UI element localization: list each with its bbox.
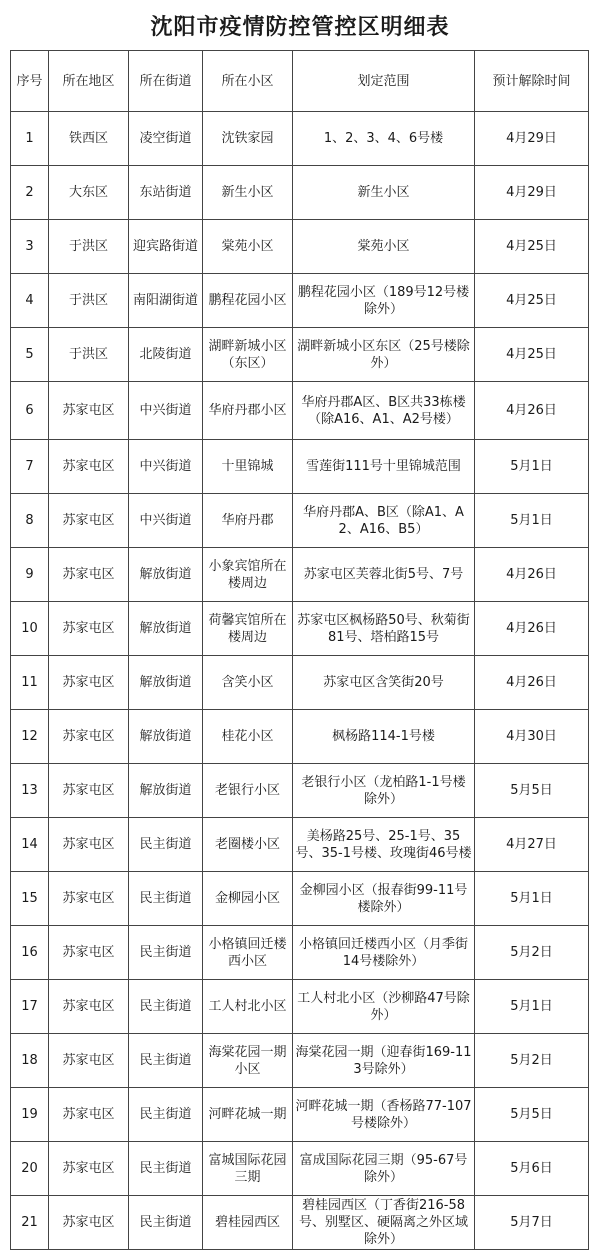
cell-index: 19 (11, 1088, 49, 1142)
cell-release-time: 5月1日 (475, 872, 589, 926)
cell-community: 工人村北小区 (203, 980, 293, 1034)
cell-release-time: 5月7日 (475, 1196, 589, 1250)
cell-index: 15 (11, 872, 49, 926)
cell-scope: 华府丹郡A区、B区共33栋楼（除A16、A1、A2号楼） (293, 382, 475, 440)
cell-street: 解放街道 (129, 656, 203, 710)
cell-street: 中兴街道 (129, 440, 203, 494)
cell-index: 4 (11, 274, 49, 328)
cell-release-time: 5月1日 (475, 494, 589, 548)
cell-community: 沈铁家园 (203, 112, 293, 166)
cell-index: 6 (11, 382, 49, 440)
cell-index: 20 (11, 1142, 49, 1196)
cell-scope: 苏家屯区芙蓉北街5号、7号 (293, 548, 475, 602)
header-street: 所在街道 (129, 51, 203, 112)
cell-index: 1 (11, 112, 49, 166)
cell-scope: 棠苑小区 (293, 220, 475, 274)
cell-district: 苏家屯区 (49, 656, 129, 710)
table-row (11, 764, 589, 818)
cell-district: 苏家屯区 (49, 548, 129, 602)
cell-index: 16 (11, 926, 49, 980)
cell-scope: 美杨路25号、25-1号、35号、35-1号楼、玫瑰街46号楼 (293, 818, 475, 872)
cell-district: 苏家屯区 (49, 1088, 129, 1142)
cell-street: 解放街道 (129, 548, 203, 602)
cell-street: 民主街道 (129, 1196, 203, 1250)
table-row (11, 328, 589, 382)
cell-street: 民主街道 (129, 980, 203, 1034)
cell-scope: 枫杨路114-1号楼 (293, 710, 475, 764)
cell-district: 苏家屯区 (49, 1142, 129, 1196)
cell-street: 中兴街道 (129, 382, 203, 440)
cell-index: 11 (11, 656, 49, 710)
cell-scope: 苏家屯区含笑街20号 (293, 656, 475, 710)
cell-street: 解放街道 (129, 602, 203, 656)
cell-release-time: 5月1日 (475, 980, 589, 1034)
cell-release-time: 5月5日 (475, 764, 589, 818)
page-title: 沈阳市疫情防控管控区明细表 (150, 14, 450, 40)
cell-street: 南阳湖街道 (129, 274, 203, 328)
cell-district: 苏家屯区 (49, 710, 129, 764)
cell-district: 苏家屯区 (49, 818, 129, 872)
cell-scope: 工人村北小区（沙柳路47号除外） (293, 980, 475, 1034)
cell-street: 东站街道 (129, 166, 203, 220)
cell-street: 解放街道 (129, 710, 203, 764)
control-area-table (10, 50, 589, 1250)
header-scope: 划定范围 (293, 51, 475, 112)
cell-district: 苏家屯区 (49, 872, 129, 926)
cell-community: 湖畔新城小区（东区） (203, 328, 293, 382)
header-index: 序号 (11, 51, 49, 112)
cell-scope: 雪莲街111号十里锦城范围 (293, 440, 475, 494)
cell-release-time: 4月26日 (475, 602, 589, 656)
cell-scope: 金柳园小区（报春街99-11号楼除外） (293, 872, 475, 926)
table-row (11, 710, 589, 764)
cell-community: 十里锦城 (203, 440, 293, 494)
cell-community: 华府丹郡小区 (203, 382, 293, 440)
cell-release-time: 4月26日 (475, 382, 589, 440)
cell-district: 于洪区 (49, 220, 129, 274)
header-community: 所在小区 (203, 51, 293, 112)
cell-street: 凌空街道 (129, 112, 203, 166)
cell-street: 民主街道 (129, 1088, 203, 1142)
cell-index: 17 (11, 980, 49, 1034)
cell-district: 于洪区 (49, 274, 129, 328)
cell-community: 富城国际花园三期 (203, 1142, 293, 1196)
cell-index: 18 (11, 1034, 49, 1088)
cell-street: 中兴街道 (129, 494, 203, 548)
table-row (11, 980, 589, 1034)
cell-district: 苏家屯区 (49, 602, 129, 656)
cell-scope: 老银行小区（龙柏路1-1号楼除外） (293, 764, 475, 818)
table-row (11, 112, 589, 166)
cell-release-time: 4月27日 (475, 818, 589, 872)
cell-release-time: 4月30日 (475, 710, 589, 764)
cell-scope: 河畔花城一期（香杨路77-107号楼除外） (293, 1088, 475, 1142)
cell-street: 民主街道 (129, 818, 203, 872)
cell-district: 大东区 (49, 166, 129, 220)
table-row (11, 656, 589, 710)
cell-index: 13 (11, 764, 49, 818)
table-row (11, 1034, 589, 1088)
header-release-time: 预计解除时间 (475, 51, 589, 112)
cell-community: 金柳园小区 (203, 872, 293, 926)
cell-district: 苏家屯区 (49, 980, 129, 1034)
cell-district: 于洪区 (49, 328, 129, 382)
table-row (11, 166, 589, 220)
cell-community: 碧桂园西区 (203, 1196, 293, 1250)
cell-release-time: 4月26日 (475, 548, 589, 602)
cell-street: 民主街道 (129, 926, 203, 980)
cell-index: 10 (11, 602, 49, 656)
cell-district: 苏家屯区 (49, 440, 129, 494)
cell-scope: 1、2、3、4、6号楼 (293, 112, 475, 166)
cell-community: 荷馨宾馆所在楼周边 (203, 602, 293, 656)
cell-index: 2 (11, 166, 49, 220)
cell-release-time: 4月29日 (475, 166, 589, 220)
table-row (11, 548, 589, 602)
cell-street: 迎宾路街道 (129, 220, 203, 274)
cell-release-time: 5月5日 (475, 1088, 589, 1142)
cell-index: 14 (11, 818, 49, 872)
cell-street: 民主街道 (129, 1142, 203, 1196)
cell-community: 小格镇回迁楼西小区 (203, 926, 293, 980)
table-row (11, 602, 589, 656)
cell-scope: 小格镇回迁楼西小区（月季街14号楼除外） (293, 926, 475, 980)
table-row (11, 274, 589, 328)
cell-scope: 鹏程花园小区（189号12号楼除外） (293, 274, 475, 328)
cell-release-time: 4月25日 (475, 274, 589, 328)
cell-street: 北陵街道 (129, 328, 203, 382)
cell-release-time: 5月2日 (475, 926, 589, 980)
table-row (11, 220, 589, 274)
cell-scope: 苏家屯区枫杨路50号、秋菊街81号、塔柏路15号 (293, 602, 475, 656)
table-row (11, 494, 589, 548)
cell-community: 小象宾馆所在楼周边 (203, 548, 293, 602)
cell-street: 解放街道 (129, 764, 203, 818)
cell-index: 5 (11, 328, 49, 382)
cell-index: 21 (11, 1196, 49, 1250)
cell-release-time: 4月25日 (475, 328, 589, 382)
cell-community: 老圈楼小区 (203, 818, 293, 872)
cell-index: 7 (11, 440, 49, 494)
table-row (11, 440, 589, 494)
table-row (11, 382, 589, 440)
cell-release-time: 4月26日 (475, 656, 589, 710)
cell-release-time: 4月25日 (475, 220, 589, 274)
cell-district: 铁西区 (49, 112, 129, 166)
cell-scope: 海棠花园一期（迎春街169-113号除外） (293, 1034, 475, 1088)
cell-community: 新生小区 (203, 166, 293, 220)
cell-street: 民主街道 (129, 1034, 203, 1088)
cell-scope: 富成国际花园三期（95-67号除外） (293, 1142, 475, 1196)
cell-community: 河畔花城一期 (203, 1088, 293, 1142)
cell-release-time: 5月1日 (475, 440, 589, 494)
cell-community: 华府丹郡 (203, 494, 293, 548)
header-district: 所在地区 (49, 51, 129, 112)
cell-community: 含笑小区 (203, 656, 293, 710)
cell-community: 海棠花园一期小区 (203, 1034, 293, 1088)
cell-release-time: 5月6日 (475, 1142, 589, 1196)
cell-index: 3 (11, 220, 49, 274)
cell-community: 鹏程花园小区 (203, 274, 293, 328)
cell-street: 民主街道 (129, 872, 203, 926)
table-row (11, 872, 589, 926)
table-row (11, 1142, 589, 1196)
cell-district: 苏家屯区 (49, 1196, 129, 1250)
cell-district: 苏家屯区 (49, 494, 129, 548)
cell-release-time: 4月29日 (475, 112, 589, 166)
table-row (11, 818, 589, 872)
cell-index: 12 (11, 710, 49, 764)
cell-district: 苏家屯区 (49, 764, 129, 818)
cell-community: 老银行小区 (203, 764, 293, 818)
cell-scope: 碧桂园西区（丁香街216-58号、别墅区、硬隔离之外区域除外） (293, 1196, 475, 1250)
cell-district: 苏家屯区 (49, 1034, 129, 1088)
cell-scope: 华府丹郡A、B区（除A1、A2、A16、B5） (293, 494, 475, 548)
cell-index: 8 (11, 494, 49, 548)
cell-scope: 新生小区 (293, 166, 475, 220)
cell-district: 苏家屯区 (49, 926, 129, 980)
cell-release-time: 5月2日 (475, 1034, 589, 1088)
table-row (11, 926, 589, 980)
cell-index: 9 (11, 548, 49, 602)
cell-scope: 湖畔新城小区东区（25号楼除外） (293, 328, 475, 382)
cell-district: 苏家屯区 (49, 382, 129, 440)
cell-community: 棠苑小区 (203, 220, 293, 274)
table-row (11, 1088, 589, 1142)
table-header-row (11, 51, 589, 112)
table-row (11, 1196, 589, 1250)
cell-community: 桂花小区 (203, 710, 293, 764)
